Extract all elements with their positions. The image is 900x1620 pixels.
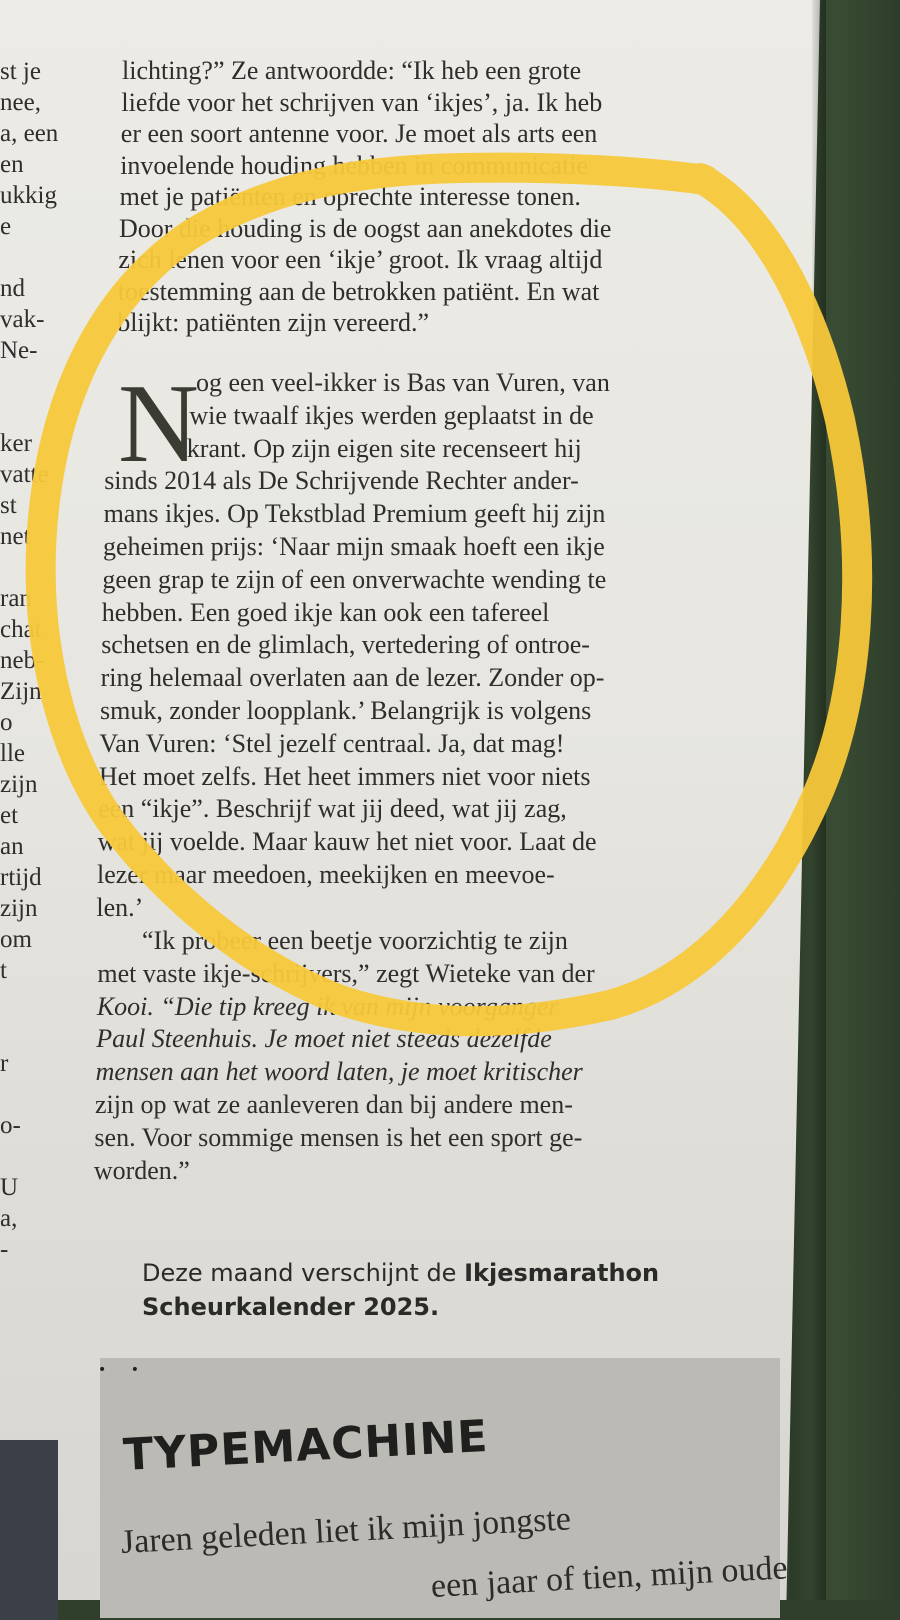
article-line: zich lenen voor een ‘ikje’ groot. Ik vraag altijd bbox=[118, 245, 603, 274]
drop-cap: N bbox=[118, 362, 199, 486]
left-column-line: U bbox=[0, 1174, 19, 1201]
box-text-line: Jaren geleden liet ik mijn jongste bbox=[120, 1500, 572, 1561]
left-column-line: o bbox=[0, 709, 13, 736]
article-line: krant. Op zijn eigen site recenseert hij bbox=[186, 433, 582, 463]
dark-image-edge bbox=[0, 1440, 58, 1620]
left-column-line: en bbox=[0, 151, 24, 178]
article-line: met je patiënten en oprechte interesse tonen. bbox=[119, 182, 581, 211]
article-line: lezer maar meedoen, meekijken en meevoe- bbox=[97, 860, 555, 889]
left-column-line: an bbox=[0, 833, 24, 860]
article-line: Van Vuren: ‘Stel jezelf centraal. Ja, dat mag! bbox=[99, 728, 565, 758]
left-column-line: a, een bbox=[0, 120, 59, 147]
left-column-line: rtijd bbox=[0, 864, 42, 891]
left-column-line: ukkig bbox=[0, 182, 57, 209]
left-column-line bbox=[0, 552, 84, 583]
left-column-line: net bbox=[0, 523, 31, 550]
article-line: toestemming aan de betrokken patiënt. En wat bbox=[117, 276, 600, 306]
left-column-line: nee, bbox=[0, 89, 41, 116]
left-column-line bbox=[0, 366, 84, 397]
article-line: mans ikjes. Op Tekstblad Premium geeft hij zijn bbox=[103, 499, 606, 529]
left-column-line: zijn bbox=[0, 771, 38, 798]
box-dots: • • bbox=[98, 1362, 149, 1378]
left-column-line: zijn bbox=[0, 895, 38, 922]
article-line: smuk, zonder loopplank.’ Belangrijk is volgens bbox=[100, 696, 592, 725]
left-column-line: a, bbox=[0, 1205, 18, 1232]
left-column-line: om bbox=[0, 926, 32, 953]
article-line: zijn op wat ze aanleveren dan bij andere men- bbox=[95, 1090, 573, 1119]
promo-calendar: Scheurkalender 2025. bbox=[142, 1293, 440, 1321]
article-line: liefde voor het schrijven van ‘ikjes’, ja. Ik heb bbox=[121, 87, 603, 117]
left-column-line: chat bbox=[0, 616, 42, 643]
left-column-line: vatte bbox=[0, 461, 49, 488]
article-line: invoelende houding hebben in communicatie bbox=[120, 150, 589, 180]
article-line: mensen aan het woord laten, je moet kritischer bbox=[95, 1057, 583, 1087]
article-line: “Ik probeer een beetje voorzichtig te zijn bbox=[142, 926, 568, 955]
left-column-cropped bbox=[0, 56, 84, 1265]
article-line: een “ikje”. Beschrijf wat jij deed, wat jij zag, bbox=[98, 794, 567, 824]
article-line: geheimen prijs: ‘Naar mijn smaak hoeft een ikje bbox=[103, 532, 605, 561]
article-line: Het moet zelfs. Het heet immers niet voor niets bbox=[98, 761, 591, 791]
left-column-line: t bbox=[0, 957, 7, 984]
left-column-line bbox=[0, 1141, 84, 1172]
article-line: hebben. Een goed ikje kan ook een tafereel bbox=[101, 597, 550, 627]
left-column-line: o- bbox=[0, 1112, 21, 1139]
left-column-line: - bbox=[0, 1236, 9, 1263]
box-text-line: een jaar of tien, mijn oude bbox=[430, 1549, 789, 1605]
left-column-line: Ne- bbox=[0, 337, 38, 364]
left-column-line: r bbox=[0, 1050, 9, 1077]
box-title: TYPEMACHINE bbox=[122, 1410, 490, 1481]
article-line: met vaste ikje-schrijvers,” zegt Wieteke van der bbox=[97, 958, 595, 988]
article-line: Kooi. “Die tip kreeg ik van mijn voorganger bbox=[96, 991, 559, 1021]
article-line: sinds 2014 als De Schrijvende Rechter ander- bbox=[104, 466, 579, 496]
article-line: schetsen en de glimlach, vertedering of ontroe- bbox=[101, 630, 590, 660]
article-line: wie twaalf ikjes werden geplaatst in de bbox=[189, 400, 594, 430]
paper-edge-shadow bbox=[812, 0, 826, 1600]
article-line: sen. Voor sommige mensen is het een sport ge- bbox=[94, 1122, 583, 1152]
article-line: og een veel-ikker is Bas van Vuren, van bbox=[196, 368, 610, 397]
article-line: wat jij voelde. Maar kauw het niet voor. Laat de bbox=[97, 827, 597, 857]
left-column-line: ker bbox=[0, 430, 32, 457]
left-column-line bbox=[0, 242, 84, 273]
article-line: blijkt: patiënten zijn vereerd.” bbox=[117, 308, 430, 337]
left-column-line: Zijn bbox=[0, 678, 42, 705]
left-column-line: ran bbox=[0, 585, 32, 612]
left-column-line: neb- bbox=[0, 647, 45, 674]
article-line: worden.” bbox=[93, 1155, 190, 1185]
promo-title: Ikjesmarathon bbox=[464, 1259, 660, 1287]
article-line: lichting?” Ze antwoordde: “Ik heb een grote bbox=[122, 56, 582, 85]
promo-note bbox=[142, 1256, 742, 1324]
article-line: Door die houding is de oogst aan anekdotes die bbox=[119, 213, 612, 243]
left-column-line bbox=[0, 1079, 84, 1110]
article-line: ring helemaal overlaten aan de lezer. Zonder op- bbox=[100, 663, 605, 693]
article-line: len.’ bbox=[96, 892, 144, 922]
left-column-line bbox=[0, 986, 84, 1017]
left-column-line bbox=[0, 397, 84, 428]
left-column-line: vak- bbox=[0, 306, 45, 333]
promo-prefix: Deze maand verschijnt de bbox=[142, 1259, 465, 1287]
left-column-line: st bbox=[0, 492, 17, 519]
left-column-line: nd bbox=[0, 275, 25, 302]
left-column-line: lle bbox=[0, 740, 25, 767]
left-column-line: e bbox=[0, 213, 12, 240]
article-line: Paul Steenhuis. Je moet niet steeds dezelfde bbox=[96, 1024, 552, 1054]
left-column-line: et bbox=[0, 802, 19, 829]
article-line: er een soort antenne voor. Je moet als arts een bbox=[120, 119, 598, 148]
left-column-line bbox=[0, 1017, 84, 1048]
article-line: geen grap te zijn of een onverwachte wending te bbox=[102, 564, 607, 594]
left-column-line: st je bbox=[0, 58, 41, 85]
